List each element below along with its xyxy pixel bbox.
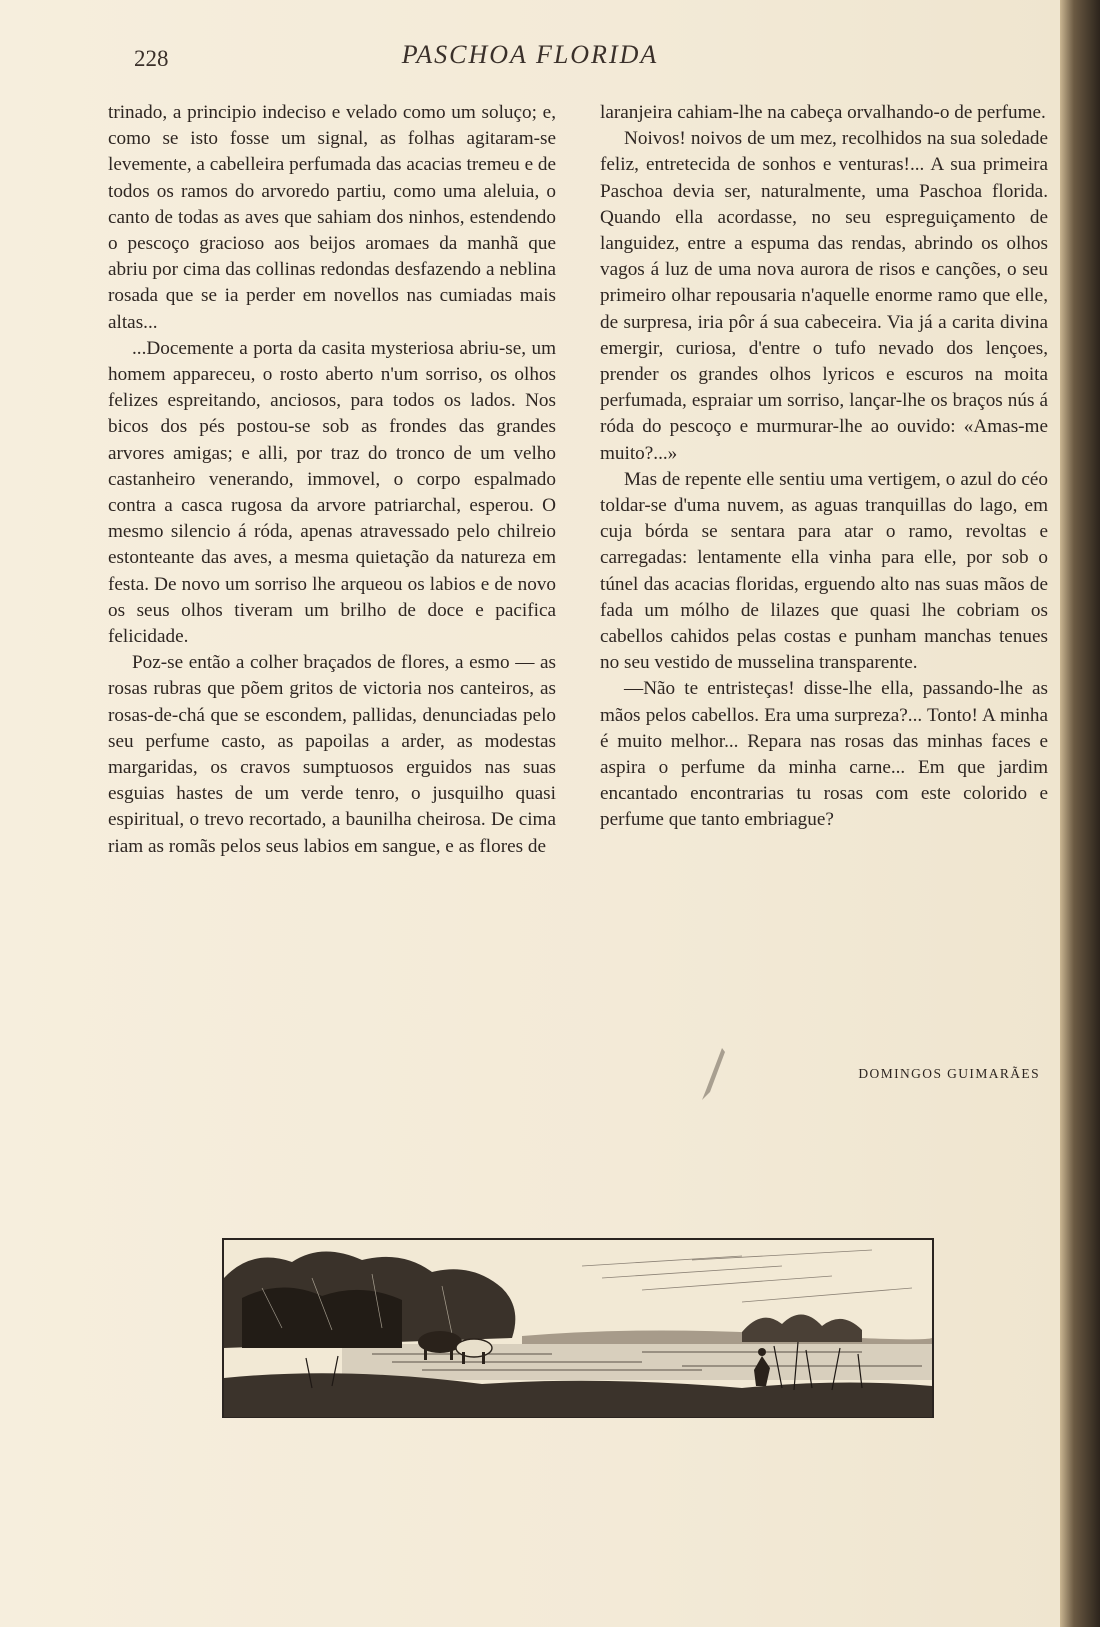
paragraph: —Não te entristeças! disse-lhe ella, passando-lhe as mãos pelos cabellos. Era uma surpreza?... Tonto! A minha é muito melhor... Repara nas rosas das minhas faces e aspira o perfume da minha carne... Em que jardim encantado encontrarias tu rosas com este colorido e perfume que tanto embriague? bbox=[600, 678, 1048, 831]
paragraph: Mas de repente elle sentiu uma vertigem, o azul do céo toldar-se d'uma nuvem, as aguas tranquillas do lago, em cuja bórda se sentara para atar o ramo, revoltas e carregadas: lentamente ella vinha para elle, por sob o túnel das acacias floridas, erguendo alto nas suas mãos de fada um mólho de lilazes que quasi lhe cobriam os cabellos cahidos pelas costas e punham manchas tenues no seu vestido de musselina transparente. bbox=[600, 468, 1048, 674]
page-header bbox=[0, 40, 1060, 80]
paragraph: laranjeira cahiam-lhe na cabeça orvalhando-o de perfume. bbox=[600, 102, 1046, 123]
right-text-column bbox=[600, 100, 1048, 834]
author-signature: DOMINGOS GUIMARÃES bbox=[858, 1066, 1040, 1081]
page-number: 228 bbox=[134, 46, 169, 71]
paragraph: trinado, a principio indeciso e velado como um soluço; e, como se isto fosse um signal, as folhas agitaram-se levemente, a cabelleira perfumada das acacias tremeu e de todos os ramos do arvoredo partiu, como uma aleluia, o canto de todas as aves que sahiam dos ninhos, estendendo o pescoço gracioso aos beijos aromaes da manhã que abriu por cima das collinas redondas desfazendo a neblina rosada que se ia perder em novellos nas cumiadas mais altas... bbox=[108, 102, 556, 333]
running-title: PASCHOA FLORIDA bbox=[401, 40, 659, 69]
book-spine-edge bbox=[1060, 0, 1100, 1627]
paragraph: ...Docemente a porta da casita mysteriosa abriu-se, um homem appareceu, o rosto aberto n'um sorriso, os olhos felizes espreitando, anciosos, para todos os lados. Nos bicos dos pés postou-se sob as frondes das grandes arvores amigas; e alli, por traz do tronco de um velho castanheiro venerando, immovel, o corpo espalmado contra a casca rugosa da arvore patriarchal, esperou. O mesmo silencio á róda, apenas atravessado pelo chilreio estonteante das aves, a mesma quietação da natureza em festa. De novo um sorriso lhe arqueou os labios e de novo os seus olhos tiveram um brilho de doce e pacifica felicidade. bbox=[108, 337, 556, 648]
left-text-column bbox=[108, 100, 556, 860]
paragraph: Noivos! noivos de um mez, recolhidos na sua soledade feliz, entretecida de sonhos e venturas!... A sua primeira Paschoa devia ser, naturalmente, uma Paschoa florida. Quando ella acordasse, no seu espreguiçamento de languidez, entre a espuma das rendas, abrindo os olhos vagos á luz de uma nova aurora de risos e canções, o seu primeiro olhar repousaria n'aquelle enorme ramo que elle, de surpresa, iria pôr á sua cabeceira. Via já a carita divina emergir, curiosa, d'entre o tufo nevado dos lençoes, prender os grandes olhos lyricos e escuros na moita perfumada, espraiar um sorriso, lançar-lhe os braços nús á róda do pescoço e murmurar-lhe ao ouvido: «Amas-me muito?...» bbox=[600, 128, 1048, 464]
landscape-engraving bbox=[222, 1238, 934, 1418]
paragraph: Poz-se então a colher braçados de flores, a esmo — as rosas rubras que põem gritos de victoria nos canteiros, as rosas-de-chá que se escondem, pallidas, denunciadas pelo seu perfume casto, as papoilas a arder, as modestas margaridas, os cravos sumptuosos erguidos nas suas esguias hastes de um verde tenro, o jusquilho quasi espiritual, o trevo recortado, a baunilha cheirosa. De cima riam as romãs pelos seus labios em sangue, e as flores de bbox=[108, 652, 556, 857]
ink-stroke-mark bbox=[698, 1046, 728, 1102]
